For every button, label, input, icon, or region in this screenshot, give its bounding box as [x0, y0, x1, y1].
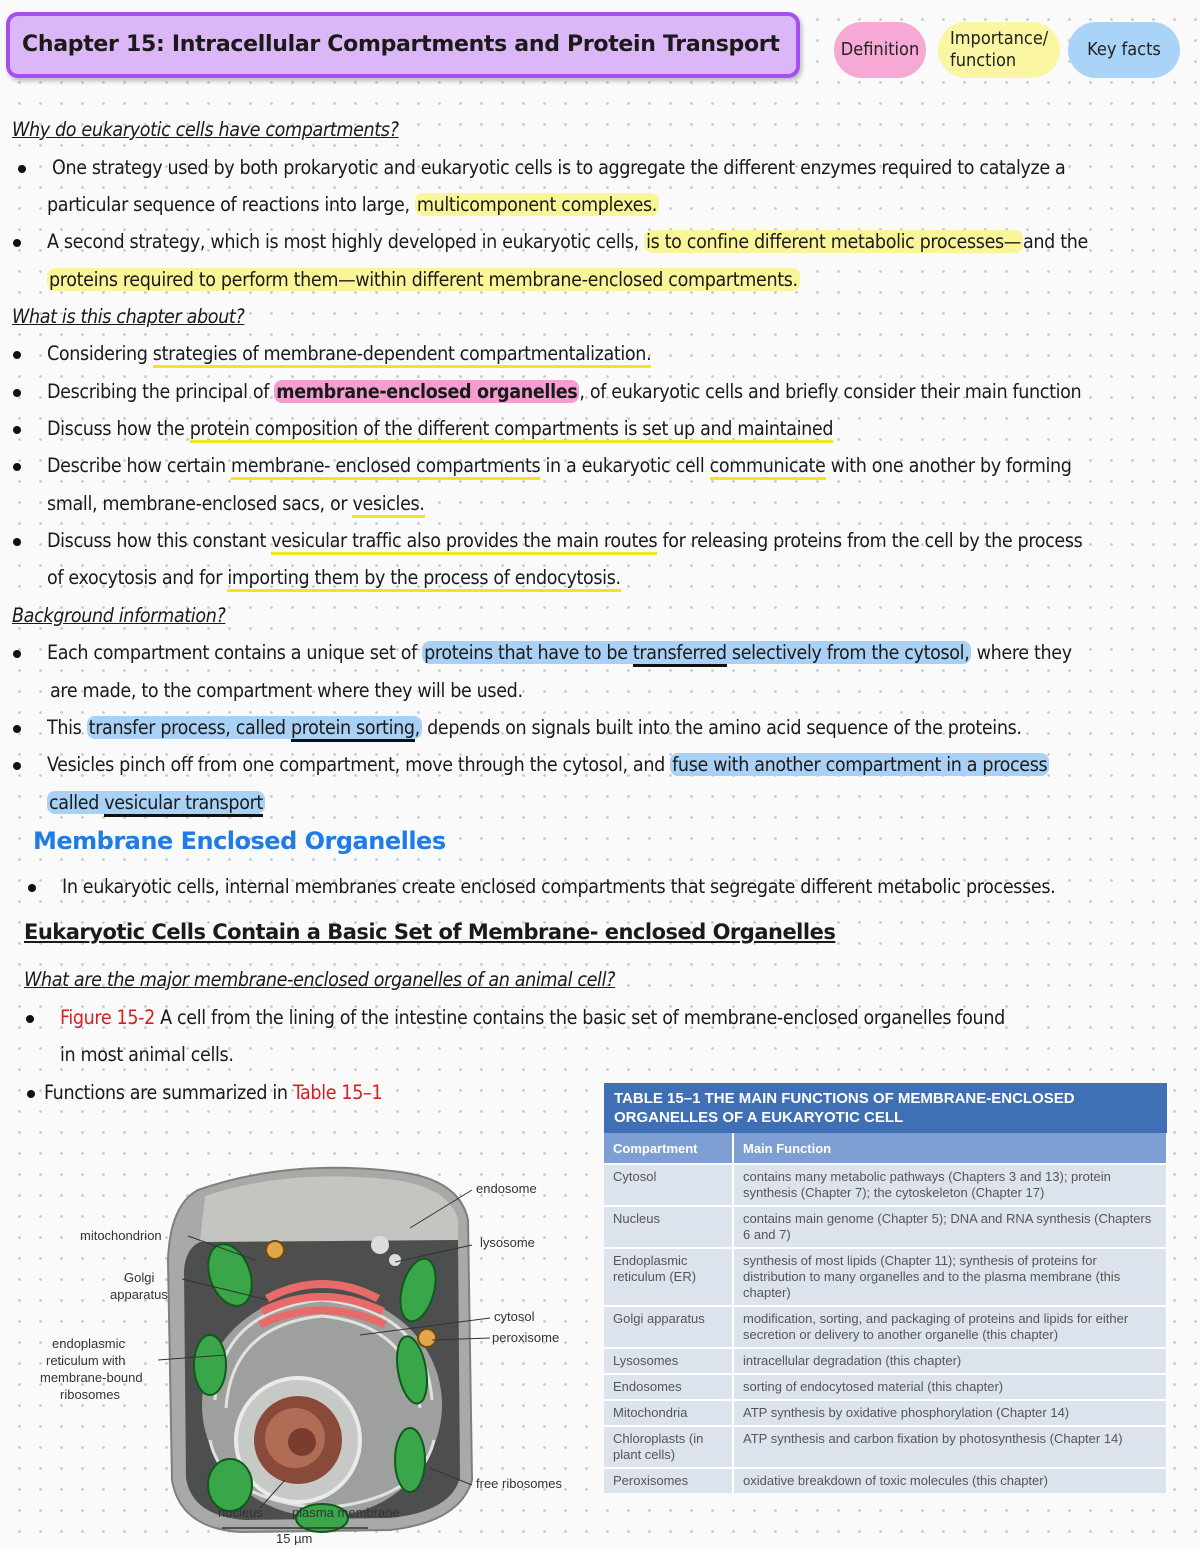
table-row: Chloroplasts (in plant cells) ATP synthesis and carbon fixation by photosynthesis (Chapter 14) [604, 1426, 1167, 1468]
fig-label-er-2: reticulum with [46, 1353, 126, 1368]
organelle-functions-table [604, 1083, 1168, 1493]
table-reference: Table 15–1 [292, 1081, 383, 1104]
figure-reference: Figure 15-2 [60, 1006, 155, 1029]
legend-importance [938, 22, 1060, 78]
bullet-communicate-l2: small, membrane-enclosed sacs, or vesicles. [47, 491, 425, 517]
fig-label-er-4: ribosomes [60, 1387, 120, 1402]
fig-label-lysosome: lysosome [480, 1235, 535, 1250]
section-title: Membrane Enclosed Organelles [33, 827, 446, 855]
table-row: Cytosol contains many metabolic pathways (Chapters 3 and 13); protein synthesis (Chapter 7); the cytoskeleton (Chapter 17) [604, 1164, 1167, 1206]
legend-definition [834, 22, 926, 78]
fig-label-scale: 15 µm [276, 1531, 313, 1545]
fig-label-cytosol: cytosol [494, 1309, 535, 1324]
question-chapter-about: What is this chapter about? [12, 305, 245, 328]
table-row: Nucleus contains main genome (Chapter 5); DNA and RNA synthesis (Chapters 6 and 7) [604, 1206, 1167, 1248]
fig-label-free-ribosomes: free ribosomes [476, 1476, 562, 1491]
bullet-protein-composition: Discuss how the protein composition of the different compartments is set up and maintained [47, 416, 833, 442]
bullet-figure-ref-l1: Figure 15-2 A cell from the lining of the intestine contains the basic set of membrane-enclosed organelles found [60, 1006, 1005, 1029]
highlight-fuse: fuse with another compartment in a process [672, 753, 1048, 776]
highlight-protein-sorting: transfer process, called protein sorting, [87, 716, 422, 739]
question-compartments: Why do eukaryotic cells have compartments? [12, 118, 399, 141]
legend-definition-label: Definition [840, 39, 920, 60]
subsection-title: Eukaryotic Cells Contain a Basic Set of Membrane- enclosed Organelles [24, 920, 836, 944]
highlight-proteins-required: proteins required to perform them—within different membrane-enclosed compartments. [49, 268, 798, 291]
table-col-function: Main Function [733, 1133, 1167, 1164]
bullet-describing: Describing the principal of membrane-enclosed organelles , of eukaryotic cells and briefly consider their main function [47, 380, 1082, 403]
table-row: Golgi apparatus modification, sorting, and packaging of proteins and lipids for either secretion or delivery to another organelle (this chapter) [604, 1306, 1167, 1348]
table-row: Endosomes sorting of endocytosed material (this chapter) [604, 1374, 1167, 1400]
bullet-strategy-one-l2: particular sequence of reactions into large, multicomponent complexes. [47, 193, 658, 216]
bullet-unique-set-l2: are made, to the compartment where they will be used. [50, 679, 523, 702]
bullet-strategy-one-l1: One strategy used by both prokaryotic and eukaryotic cells is to aggregate the different enzymes required to catalyze a [52, 156, 1066, 179]
question-background: Background information? [12, 604, 226, 627]
bullet-considering: Considering strategies of membrane-dependent compartmentalization. [47, 341, 651, 367]
highlight-confine: is to confine different metabolic processes— [646, 230, 1022, 253]
table-title: TABLE 15–1 THE MAIN FUNCTIONS OF MEMBRANE-ENCLOSED ORGANELLES OF A EUKARYOTIC CELL [604, 1083, 1167, 1133]
fig-label-mitochondrion: mitochondrion [80, 1228, 162, 1243]
fig-label-er-1: endoplasmic [52, 1336, 125, 1351]
bullet-communicate-l1: Describe how certain membrane- enclosed compartments in a eukaryotic cell communicate with one another by forming [47, 453, 1072, 479]
table-col-compartment: Compartment [604, 1133, 733, 1164]
legend-importance-label: Importance/ function [950, 28, 1049, 71]
bullet-internal-membranes: In eukaryotic cells, internal membranes create enclosed compartments that segregate different metabolic processes. [62, 875, 1056, 898]
fig-label-golgi: Golgi [124, 1270, 155, 1285]
bullet-protein-sorting: This transfer process, called protein sorting, depends on signals built into the amino acid sequence of the proteins. [47, 715, 1022, 741]
legend-key-facts-label: Key facts [1087, 39, 1161, 60]
fig-label-endosome: endosome [476, 1181, 537, 1196]
bullet-strategy-two-l1: A second strategy, which is most highly developed in eukaryotic cells, is to confine different metabolic processes— and the [47, 230, 1088, 253]
highlight-organelles: membrane-enclosed organelles [276, 380, 578, 403]
bullet-vesicular-traffic-l1: Discuss how this constant vesicular traffic also provides the main routes for releasing proteins from the cell by the process [47, 528, 1082, 554]
bullet-strategy-two-l2 [47, 267, 800, 293]
question-major-organelles: What are the major membrane-enclosed organelles of an animal cell? [24, 968, 616, 991]
bullet-vesicles-l1: Vesicles pinch off from one compartment, move through the cytosol, and fuse with another compartment in a process [47, 753, 1048, 776]
table-row: Mitochondria ATP synthesis by oxidative phosphorylation (Chapter 14) [604, 1400, 1167, 1426]
fig-label-golgi-apparatus: apparatus [110, 1287, 168, 1302]
fig-label-peroxisome: peroxisome [492, 1330, 560, 1345]
animal-cell-figure [40, 1150, 600, 1545]
legend-key-facts [1068, 22, 1180, 78]
page-title: Chapter 15: Intracellular Compartments and Protein Transport [6, 12, 800, 78]
highlight-vesicular-transport: called vesicular transport [47, 791, 265, 814]
table-row: Peroxisomes oxidative breakdown of toxic molecules (this chapter) [604, 1468, 1167, 1493]
highlight-multicomponent: multicomponent complexes. [416, 193, 658, 216]
fig-label-nucleus: nucleus [218, 1505, 263, 1520]
bullet-unique-set-l1: Each compartment contains a unique set of proteins that have to be transferred selectively from the cytosol, where they [47, 640, 1072, 666]
bullet-vesicles-l2 [47, 790, 265, 816]
fig-label-plasma-membrane: plasma membrane [292, 1505, 400, 1520]
fig-label-er-3: membrane-bound [40, 1370, 143, 1385]
bullet-figure-ref-l2: in most animal cells. [60, 1043, 234, 1066]
highlight-proteins-transferred: proteins that have to be transferred selectively from the cytosol, [422, 641, 971, 664]
bullet-vesicular-traffic-l2: of exocytosis and for importing them by the process of endocytosis. [47, 565, 621, 591]
bullet-table-ref: Functions are summarized in Table 15–1 [44, 1080, 382, 1106]
table-row: Endoplasmic reticulum (ER) synthesis of most lipids (Chapter 11); synthesis of proteins for distribution to many organelles and to the plasma membrane (this chapter) [604, 1248, 1167, 1306]
table-row: Lysosomes intracellular degradation (this chapter) [604, 1348, 1167, 1374]
